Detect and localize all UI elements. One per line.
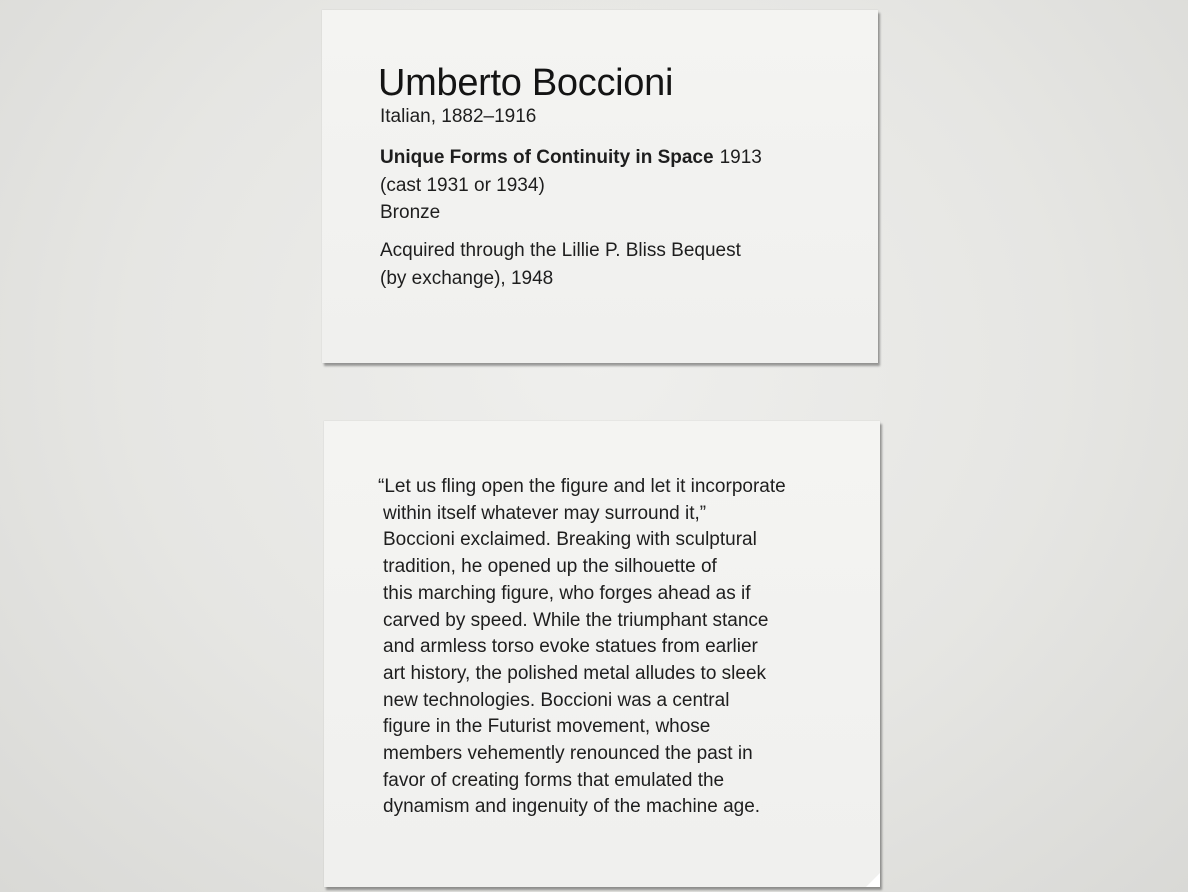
wall-text-line: favor of creating forms that emulated the xyxy=(383,769,725,791)
artwork-title: Unique Forms of Continuity in Space xyxy=(380,147,714,168)
wall-text-line: art history, the polished metal alludes to sleek xyxy=(383,662,767,684)
artist-nationality-dates: Italian, 1882–1916 xyxy=(380,106,537,127)
artwork-date: 1913 xyxy=(719,147,762,168)
object-label-card xyxy=(322,10,878,363)
wall-text-line: figure in the Futurist movement, whose xyxy=(383,716,711,738)
wall-text-line: within itself whatever may surround it,” xyxy=(383,502,707,524)
credit-line: Acquired through the Lillie P. Bliss Bequest xyxy=(380,240,741,261)
artwork-title-line xyxy=(380,147,762,169)
wall-text-line: and armless torso evoke statues from earlier xyxy=(383,636,758,658)
card-corner xyxy=(866,873,880,887)
wall-text-body xyxy=(378,474,848,821)
wall-text-line: this marching figure, who forges ahead as if xyxy=(383,582,751,604)
wall-text-line: tradition, he opened up the silhouette of xyxy=(383,556,717,578)
wall-text-line: Boccioni exclaimed. Breaking with sculptural xyxy=(383,529,757,551)
credit-line-continued: (by exchange), 1948 xyxy=(380,268,554,289)
wall-text-line: dynamism and ingenuity of the machine age. xyxy=(383,796,761,818)
wall-text-line: members vehemently renounced the past in xyxy=(383,743,753,765)
wall-text-line: carved by speed. While the triumphant stance xyxy=(383,609,769,631)
wall-text-card xyxy=(324,421,880,887)
artist-name: Umberto Boccioni xyxy=(378,62,674,104)
cast-note: (cast 1931 or 1934) xyxy=(380,175,545,196)
wall-text-line: “Let us fling open the figure and let it incorporate xyxy=(378,476,786,497)
medium: Bronze xyxy=(380,202,441,223)
wall-text-line: new technologies. Boccioni was a central xyxy=(383,689,730,711)
